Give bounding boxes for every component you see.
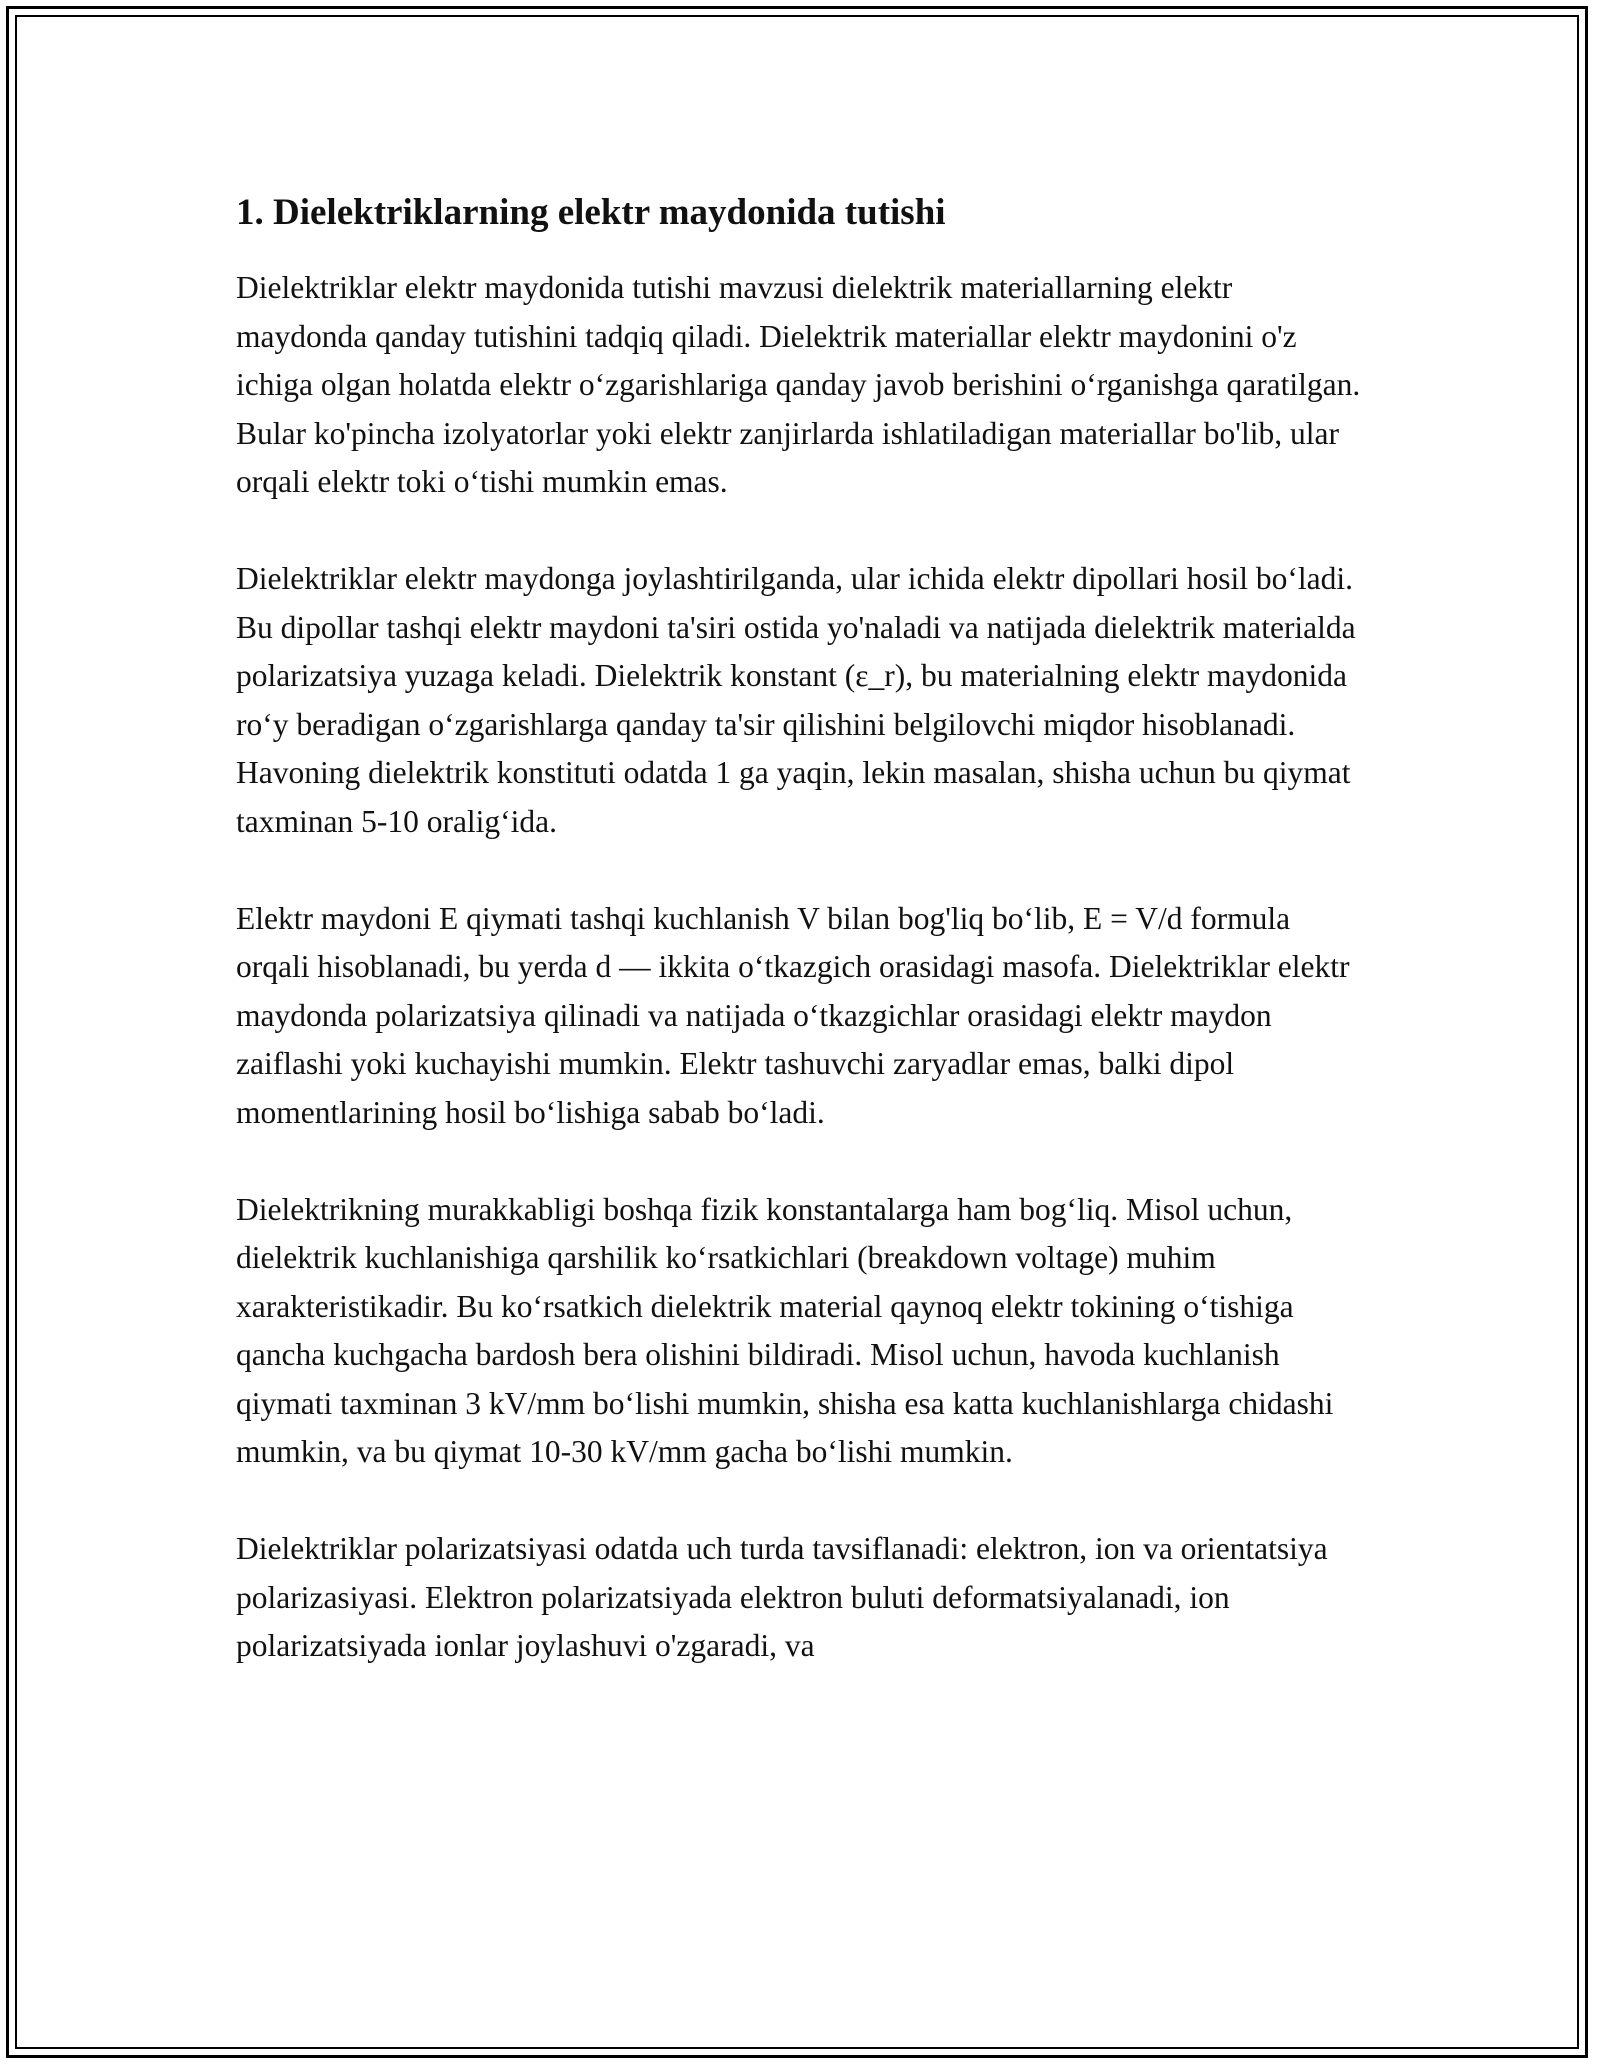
paragraph-4: Dielektrikning murakkabligi boshqa fizik konstantalarga ham bog‘liq. Misol uchun, dielektrik kuchlanishiga qarshilik ko‘rsatkichlari (breakdown voltage) muhim xarakteristikadir. Bu ko‘rsatkich dielektrik material qaynoq elektr tokining o‘tishiga qancha kuchgacha bardosh bera olishini bildiradi. Misol uchun, havoda kuchlanish qiymati taxminan 3 kV/mm bo‘lishi mumkin, shisha esa katta kuchlanishlarga chidashi mumkin, va bu qiymat 10-30 kV/mm gacha bo‘lishi mumkin. — [236, 1191, 1334, 1469]
paragraph-1: Dielektriklar elektr maydonida tutishi mavzusi dielektrik materiallarning elektr maydonda qanday tutishini tadqiq qiladi. Dielektrik materiallar elektr maydonini o'z ichiga olgan holatda elektr o‘zgarishlariga qanday javob berishini o‘rganishga qaratilgan. Bular ko'pincha izolyatorlar yoki elektr zanjirlarda ishlatiladigan materiallar bo'lib, ular orqali elektr toki o‘tishi mumkin emas. — [236, 270, 1361, 499]
paragraph-5: Dielektriklar polarizatsiyasi odatda uch turda tavsiflanadi: elektron, ion va orientatsiya polarizasiyasi. Elektron polarizatsiyada elektron buluti deformatsiyalanadi, ion polarizatsiyada ionlar joylashuvi o'zgaradi, va — [236, 1531, 1328, 1663]
document-body — [236, 188, 1366, 1719]
section-heading: 1. Dielektriklarning elektr maydonida tutishi — [236, 192, 946, 233]
paragraph-2: Dielektriklar elektr maydonga joylashtirilganda, ular ichida elektr dipollari hosil bo‘ladi. Bu dipollar tashqi elektr maydoni ta'siri ostida yo'naladi va natijada dielektrik materialda polarizatsiya yuzaga keladi. Dielektrik konstant (ε_r), bu materialning elektr maydonida ro‘y beradigan o‘zgarishlarga qanday ta'sir qilishini belgilovchi miqdor hisoblanadi. Havoning dielektrik konstituti odatda 1 ga yaqin, lekin masalan, shisha uchun bu qiymat taxminan 5-10 oralig‘ida. — [236, 561, 1356, 839]
paragraph-3: Elektr maydoni E qiymati tashqi kuchlanish V bilan bog'liq bo‘lib, E = V/d formula orqali hisoblanadi, bu yerda d — ikkita o‘tkazgich orasidagi masofa. Dielektriklar elektr maydonda polarizatsiya qilinadi va natijada o‘tkazgichlar orasidagi elektr maydon zaiflashi yoki kuchayishi mumkin. Elektr tashuvchi zaryadlar emas, balki dipol momentlarining hosil bo‘lishiga sabab bo‘ladi. — [236, 900, 1350, 1130]
